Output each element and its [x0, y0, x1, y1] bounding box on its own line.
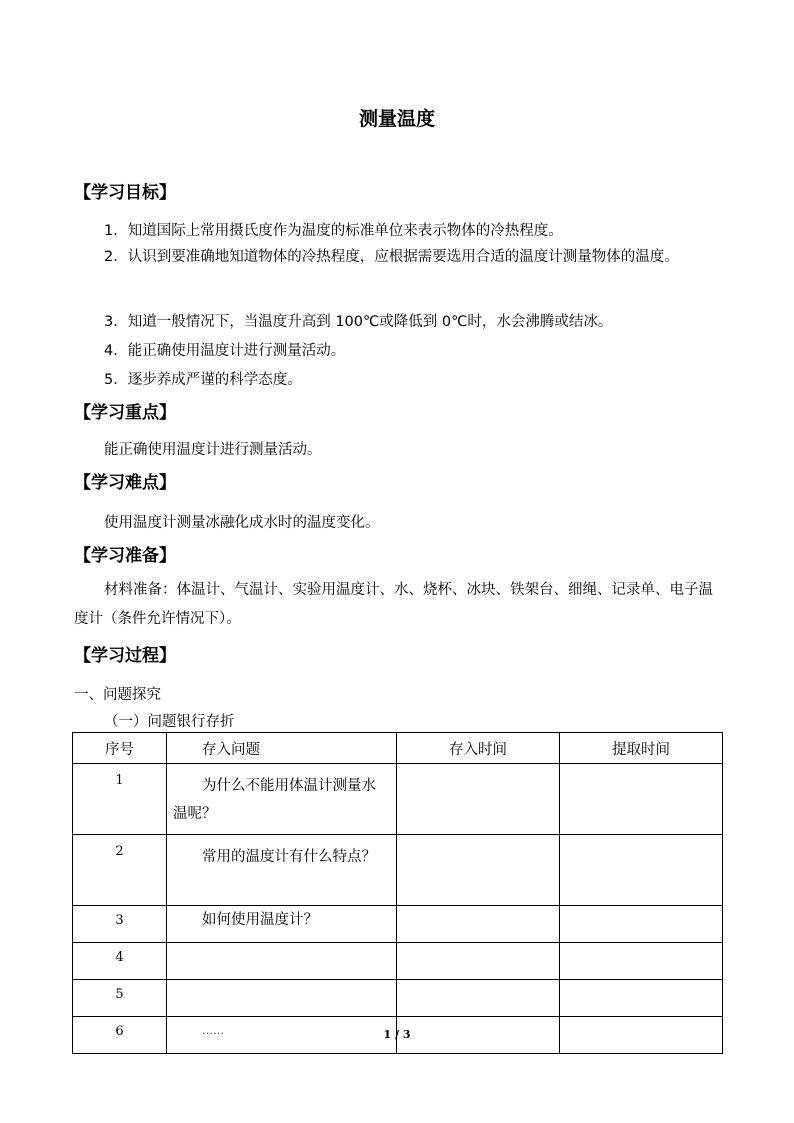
row-question: 为什么不能用体温计测量水温呢？ [167, 764, 397, 835]
table-row [73, 835, 723, 906]
sub-heading: （一）问题银行存折 [104, 714, 235, 730]
row-withdraw [560, 835, 723, 906]
row-withdraw [560, 980, 723, 1017]
table-row [73, 943, 723, 980]
row-deposit [397, 943, 560, 980]
row-deposit [397, 906, 560, 943]
page-number: 1 / 3 [383, 1028, 411, 1041]
row-withdraw [560, 943, 723, 980]
difficult-text: 使用温度计测量冰融化成水时的温度变化。 [104, 515, 380, 531]
goal-item: 3．知道一般情况下，当温度升高到 100℃或降低到 0℃时，水会沸腾或结冰。 [104, 314, 613, 330]
header-question: 存入问题 [167, 733, 397, 764]
row-num: 3 [73, 906, 167, 943]
header-deposit-time: 存入时间 [397, 733, 560, 764]
goal-item: 2．认识到要准确地知道物体的冷热程度，应根据需要选用合适的温度计测量物体的温度。 [104, 249, 679, 265]
header-withdraw-time: 提取时间 [560, 733, 723, 764]
table-row [73, 764, 723, 835]
row-question: 常用的温度计有什么特点？ [167, 835, 397, 906]
goals-heading: 【学习目标】 [74, 183, 176, 203]
row-num: 5 [73, 980, 167, 1017]
goal-item: 4．能正确使用温度计进行测量活动。 [104, 343, 346, 359]
part-heading: 一、问题探究 [74, 687, 161, 703]
key-heading: 【学习重点】 [74, 403, 176, 423]
row-num: 6 [73, 1017, 167, 1054]
row-question [167, 980, 397, 1017]
row-deposit [397, 764, 560, 835]
key-text: 能正确使用温度计进行测量活动。 [104, 442, 322, 458]
row-question [167, 943, 397, 980]
difficult-heading: 【学习难点】 [74, 473, 176, 493]
row-num: 1 [73, 764, 167, 835]
row-withdraw [560, 764, 723, 835]
row-question: …… [167, 1017, 397, 1054]
row-num: 2 [73, 835, 167, 906]
row-deposit [397, 980, 560, 1017]
header-num: 序号 [73, 733, 167, 764]
table-row [73, 980, 723, 1017]
question-bank-table [72, 732, 723, 1054]
prep-heading: 【学习准备】 [74, 546, 176, 566]
row-num: 4 [73, 943, 167, 980]
prep-text: 材料准备：体温计、气温计、实验用温度计、水、烧杯、冰块、铁架台、细绳、记录单、电子温度计（条件允许情况下）。 [74, 582, 713, 627]
row-question: 如何使用温度计？ [167, 906, 397, 943]
table-row [73, 906, 723, 943]
row-deposit [397, 835, 560, 906]
goal-item: 1．知道国际上常用摄氏度作为温度的标准单位来表示物体的冷热程度。 [104, 223, 563, 239]
process-heading: 【学习过程】 [74, 646, 176, 666]
page-title: 测量温度 [358, 108, 435, 130]
goal-item: 5．逐步养成严谨的科学态度。 [104, 372, 302, 388]
row-withdraw [560, 906, 723, 943]
